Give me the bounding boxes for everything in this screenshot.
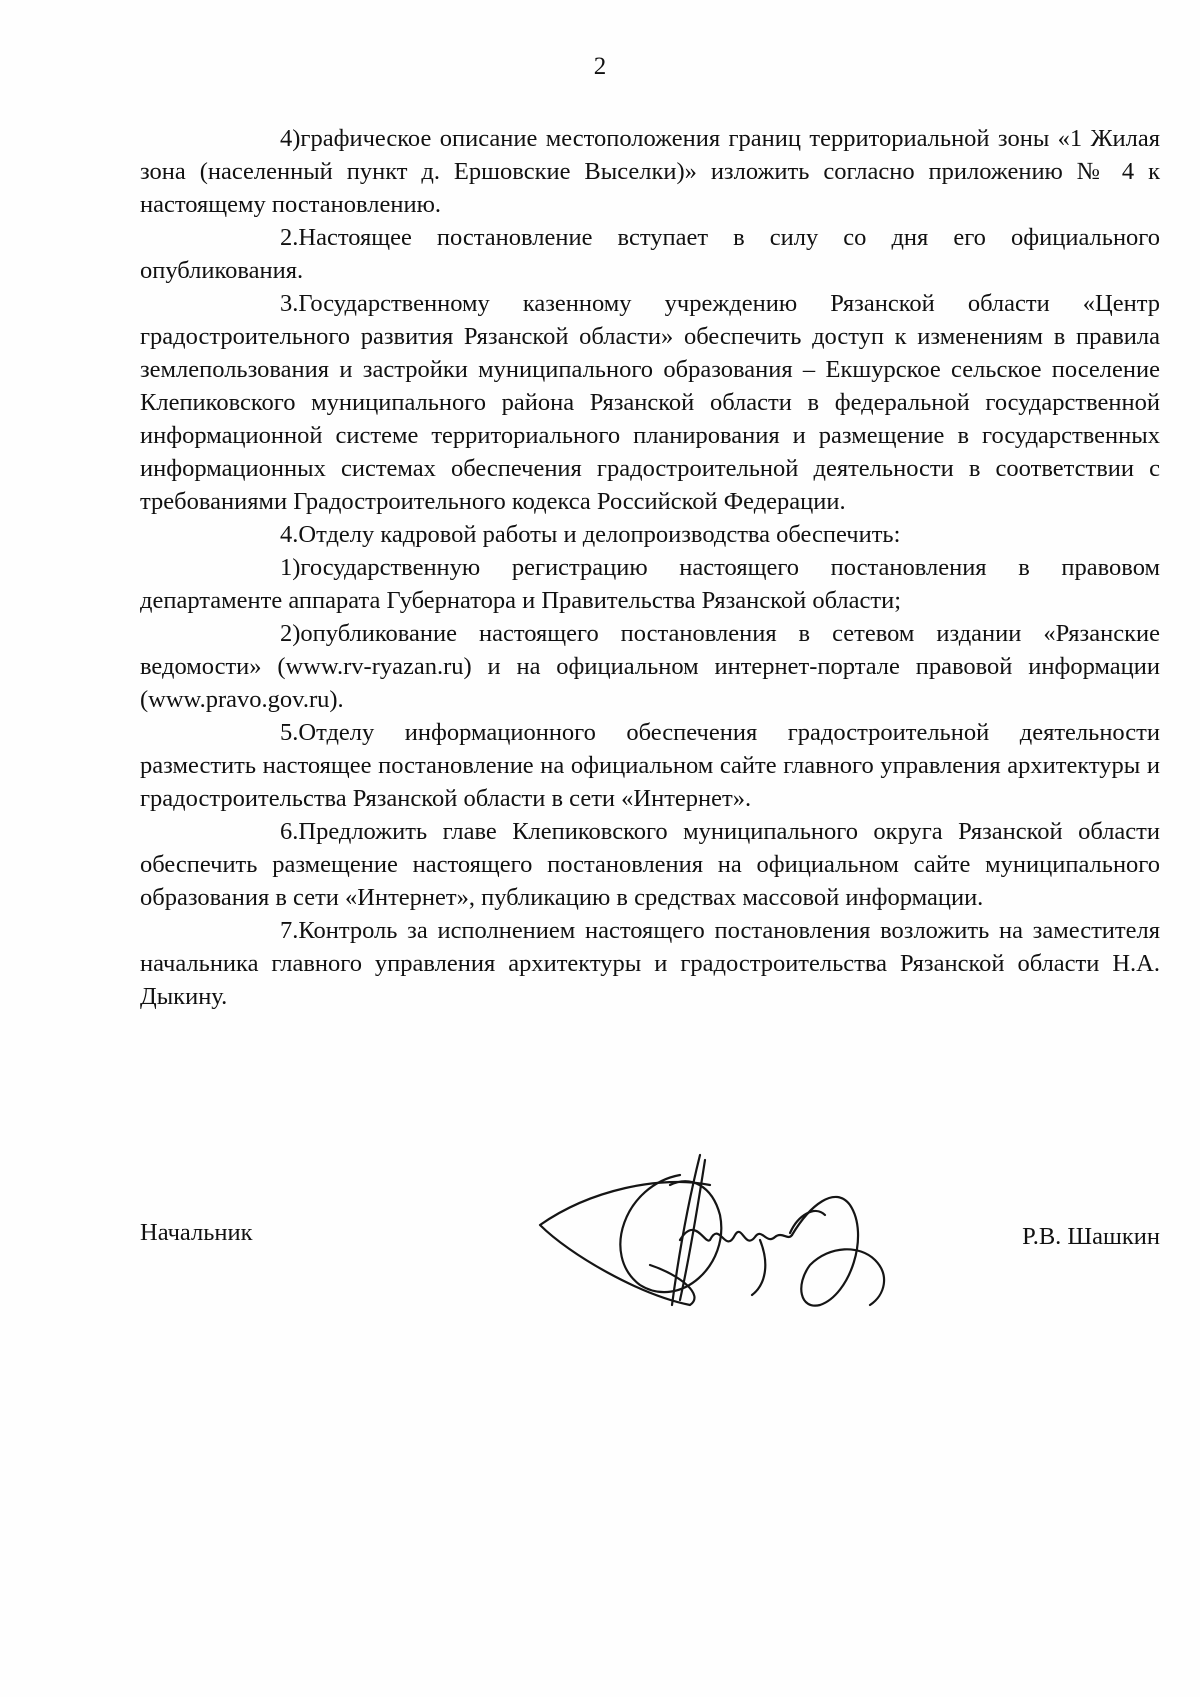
paragraph-number: 7. (280, 917, 299, 944)
paragraph-4-2 (140, 617, 1160, 716)
paragraph-text: Предложить главе Клепиковского муниципального округа Рязанской области обеспечить размещение настоящего постановления на официальном сайте муниципального образования в сети «Интернет», публикацию в средствах массовой информации. (140, 818, 1160, 911)
paragraph-number: 6. (280, 818, 299, 845)
signatory-name: Р.В. Шашкин (1022, 1223, 1160, 1250)
paragraph-4-1 (140, 551, 1160, 617)
paragraph-text: Контроль за исполнением настоящего постановления возложить на заместителя начальника главного управления архитектуры и градостроительства Рязанской области Н.А. Дыкину. (140, 917, 1160, 1010)
paragraph-6 (140, 815, 1160, 914)
paragraph-number: 5. (280, 719, 299, 746)
page-number: 2 (593, 53, 607, 80)
handwritten-signature (530, 1145, 900, 1315)
paragraph-2 (140, 221, 1160, 287)
paragraph-number: 3. (280, 290, 299, 317)
paragraph-number: 4) (280, 125, 301, 152)
paragraph-3 (140, 287, 1160, 518)
paragraph-7 (140, 914, 1160, 1013)
paragraph-text: графическое описание местоположения границ территориальной зоны «1 Жилая зона (населенный пункт д. Ершовские Выселки)» изложить согласно приложению № 4 к настоящему постановлению. (140, 125, 1160, 218)
paragraph-text: Отделу кадровой работы и делопроизводства обеспечить: (298, 521, 901, 548)
paragraph-number: 2) (280, 620, 301, 647)
paragraph-text: опубликование настоящего постановления в сетевом издании «Рязанские ведомости» (www.rv-ryazan.ru) и на официальном интернет-портале правовой информации (www.pravo.gov.ru). (140, 620, 1160, 713)
paragraph-5 (140, 716, 1160, 815)
paragraph-number: 2. (280, 224, 299, 251)
paragraph-number: 4. (280, 521, 299, 548)
paragraph-text: государственную регистрацию настоящего постановления в правовом департаменте аппарата Губернатора и Правительства Рязанской области; (140, 554, 1160, 614)
document-body (140, 122, 1160, 1013)
paragraph-4 (140, 518, 1160, 551)
paragraph-number: 1) (280, 554, 301, 581)
signatory-title: Начальник (140, 1219, 253, 1246)
paragraph-text: Государственному казенному учреждению Рязанской области «Центр градостроительного развития Рязанской области» обеспечить доступ к изменениям в правила землепользования и застройки муниципального образования – Екшурское сельское поселение Клепиковского муниципального района Рязанской области в федеральной государственной информационной системе территориального планирования и размещение в государственных информационных системах обеспечения градостроительной деятельности в соответствии с требованиями Градостроительного кодекса Российской Федерации. (140, 290, 1160, 515)
paragraph-item-4-4 (140, 122, 1160, 221)
paragraph-text: Отделу информационного обеспечения градостроительной деятельности разместить настоящее постановление на официальном сайте главного управления архитектуры и градостроительства Рязанской области в сети «Интернет». (140, 719, 1160, 812)
paragraph-text: Настоящее постановление вступает в силу со дня его официального опубликования. (140, 224, 1160, 284)
